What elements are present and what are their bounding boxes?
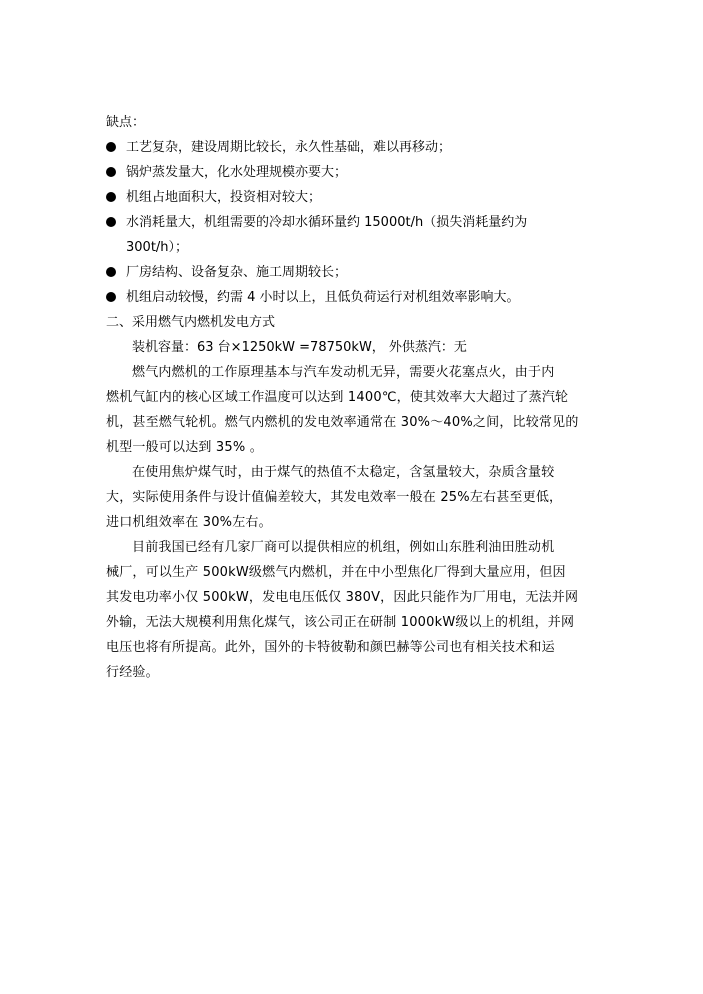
bullet-text: 机组占地面积大，投资相对较大； (126, 190, 322, 205)
paragraph-1 (106, 360, 606, 460)
bullet-item-1 (106, 135, 606, 160)
paragraph-line: 外输，无法大规模利用焦化煤气，该公司正在研制 1000kW级以上的机组，并网 (106, 615, 575, 630)
bullet-text: 工艺复杂，建设周期比较长，永久性基础，难以再移动； (126, 140, 452, 155)
section-2-title: 二、采用燃气内燃机发电方式 (106, 315, 276, 330)
paragraph-line: 机，甚至燃气轮机。燃气内燃机的发电效率通常在 30%～40%之间，比较常见的 (106, 415, 579, 430)
bullet-item-5 (106, 260, 606, 285)
paragraph-line: 目前我国已经有几家厂商可以提供相应的机组，例如山东胜利油田胜动机 (132, 540, 555, 555)
paragraph-2 (106, 460, 606, 535)
paragraph-line: 械厂，可以生产 500kW级燃气内燃机，并在中小型焦化厂得到大量应用，但因 (106, 565, 566, 580)
bullet-dot-icon (106, 217, 116, 227)
bullet-dot-icon (106, 167, 116, 177)
paragraph-line: 大，实际使用条件与设计值偏差较大，其发电效率一般在 25%左右甚至更低， (106, 490, 563, 505)
bullet-text: 水消耗量大，机组需要的冷却水循环量约 15000t/h（损失消耗量约为 (126, 215, 528, 230)
document-body (106, 110, 606, 685)
bullet-dot-icon (106, 142, 116, 152)
bullet-item-6 (106, 285, 606, 310)
paragraph-line: 其发电功率小仅 500kW，发电电压低仅 380V，因此只能作为厂用电，无法并网 (106, 590, 579, 605)
bullet-item-3 (106, 185, 606, 210)
bullet-text: 机组启动较慢，约需 4 小时以上，且低负荷运行对机组效率影响大。 (126, 290, 520, 305)
bullet-dot-icon (106, 292, 116, 302)
bullet-item-4-continuation: 300t/h）； (126, 240, 189, 255)
bullet-text: 厂房结构、设备复杂、施工周期较长； (126, 265, 348, 280)
bullet-dot-icon (106, 192, 116, 202)
bullet-text: 锅炉蒸发量大，化水处理规模亦要大； (126, 165, 348, 180)
paragraph-line: 机型一般可以达到 35% 。 (106, 440, 263, 455)
paragraph-line: 进口机组效率在 30%左右。 (106, 515, 272, 530)
bullet-item-2 (106, 160, 606, 185)
paragraph-3 (106, 535, 606, 685)
disadvantages-heading: 缺点： (106, 115, 146, 130)
paragraph-line: 电压也将有所提高。此外，国外的卡特彼勒和颜巴赫等公司也有相关技术和运 (106, 640, 555, 655)
paragraph-line: 燃机气缸内的核心区域工作温度可以达到 1400℃，使其效率大大超过了蒸汽轮 (106, 390, 569, 405)
capacity-line: 装机容量：63 台×1250kW =78750kW， 外供蒸汽：无 (132, 340, 467, 355)
bullet-dot-icon (106, 267, 116, 277)
bullet-item-4 (106, 210, 606, 235)
paragraph-line: 行经验。 (106, 665, 159, 680)
paragraph-line: 燃气内燃机的工作原理基本与汽车发动机无异，需要火花塞点火，由于内 (132, 365, 555, 380)
paragraph-line: 在使用焦炉煤气时，由于煤气的热值不太稳定，含氢量较大，杂质含量较 (132, 465, 555, 480)
